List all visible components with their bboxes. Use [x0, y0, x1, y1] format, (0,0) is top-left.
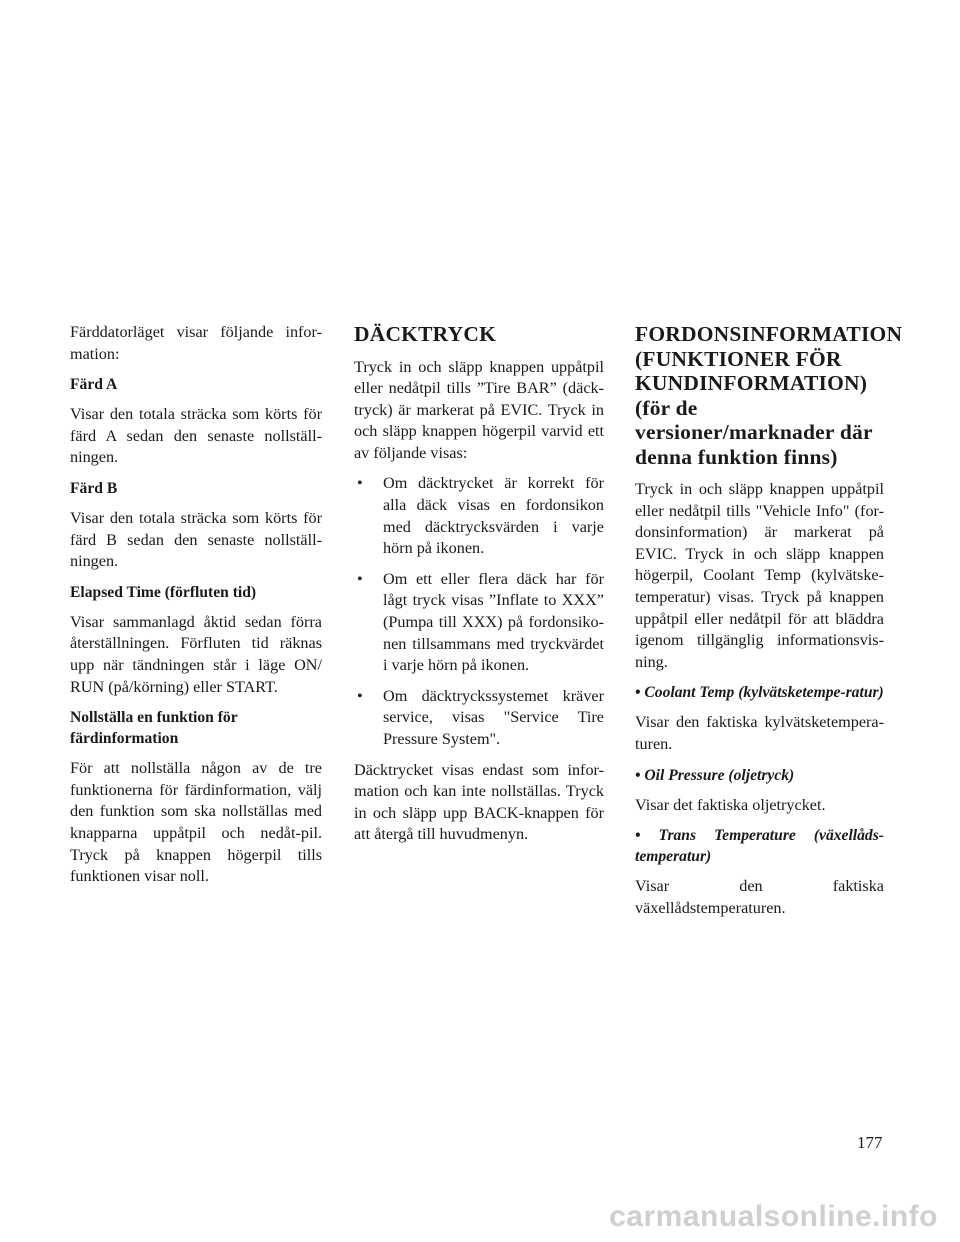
trip-b-text: Visar den totala sträcka som körts för färd B sedan den senaste nollställ-ningen.	[70, 508, 322, 571]
reset-function-text: För att nollställa någon av de tre funktionerna för färdinformation, välj den funktion som ska nollställas med knapparna uppåtpil och nedåt-pil. Tryck på knappen högerpil tills funktionen visar noll.	[70, 759, 322, 886]
oil-pressure-title: Oil Pressure (oljetryck)	[644, 766, 795, 784]
right-column	[635, 322, 903, 919]
tire-pressure-heading: DÄCKTRYCK	[354, 322, 496, 346]
trip-b-heading: Färd B	[70, 479, 118, 497]
reset-function-heading: Nollställa en funktion för färdinformation	[70, 709, 238, 748]
bullet-icon: •	[357, 474, 363, 493]
tire-pressure-bullet-list	[354, 473, 604, 750]
oil-pressure-text: Visar det faktiska oljetrycket.	[635, 795, 826, 814]
bullet-icon: •	[357, 569, 363, 588]
left-column	[70, 322, 322, 888]
trip-computer-intro: Färddatorläget visar följande infor-mation:	[70, 323, 322, 363]
watermark: carmanualsonline.info	[609, 1200, 938, 1233]
middle-column	[354, 322, 604, 846]
coolant-temp-text: Visar den faktiska kylvätsketempera-turen.	[635, 713, 884, 753]
tire-pressure-intro: Tryck in och släpp knappen uppåtpil eller nedåtpil tills ”Tire BAR” (däck-tryck) är markerat på EVIC. Tryck in och släpp knappen högerpil varvid ett av följande visas:	[354, 357, 604, 462]
trans-temp-heading	[635, 825, 884, 867]
list-item	[354, 569, 604, 677]
vehicle-info-intro: Tryck in och släpp knappen uppåtpil eller nedåtpil tills "Vehicle Info" (for-donsinformation) är markerat på EVIC. Tryck in och släpp knappen högerpil, Coolant Temp (kylvätske-temperatur) visas. Tryck på knappen uppåtpil eller nedåtpil för att bläddra igenom tillgänglig informationsvis-ning.	[635, 480, 884, 671]
trip-a-text: Visar den totala sträcka som körts för färd A sedan den senaste nollställ-ningen.	[70, 405, 322, 467]
tire-pressure-closing: Däcktrycket visas endast som infor-mation och kan inte nollställas. Tryck in och släpp upp BACK-knappen för att återgå till huvudmenyn.	[354, 760, 604, 844]
oil-pressure-heading	[635, 765, 884, 786]
elapsed-time-text: Visar sammanlagd åktid sedan förra återställningen. Förfluten tid räknas upp när tändningen står i läge ON/ RUN (på/körning) eller START.	[70, 612, 322, 696]
trip-a-heading: Färd A	[70, 376, 118, 394]
trans-temp-text: Visar den faktiska växellådstemperaturen.	[635, 877, 884, 917]
list-item	[354, 686, 604, 751]
elapsed-time-heading: Elapsed Time (förfluten tid)	[70, 583, 257, 601]
list-item-text: Om ett eller flera däck har för lågt tryck visas ”Inflate to XXX” (Pumpa till XXX) på fordonsiko-nen tillsammans med tryckvärdet i varje hörn på ikonen.	[383, 569, 604, 675]
bullet-icon: •	[635, 827, 641, 845]
vehicle-info-heading: FORDONSINFORMATION (FUNKTIONER FÖR KUNDINFORMATION) (för de versioner/marknader där denna funktion finns)	[635, 322, 903, 469]
bullet-icon: •	[635, 766, 641, 784]
bullet-icon: •	[635, 684, 641, 702]
page-number: 177	[857, 1133, 883, 1152]
coolant-temp-title: Coolant Temp (kylvätsketempe-ratur)	[644, 684, 884, 702]
list-item	[354, 473, 604, 559]
coolant-temp-heading	[635, 682, 884, 703]
list-item-text: Om däcktrycket är korrekt för alla däck visas en fordonsikon med däcktrycksvärden i varje hörn på ikonen.	[383, 474, 604, 558]
trans-temp-title: Trans Temperature (växellåds-temperatur)	[635, 827, 884, 866]
bullet-icon: •	[357, 686, 363, 705]
list-item-text: Om däcktryckssystemet kräver service, visas "Service Tire Pressure System".	[383, 686, 604, 748]
